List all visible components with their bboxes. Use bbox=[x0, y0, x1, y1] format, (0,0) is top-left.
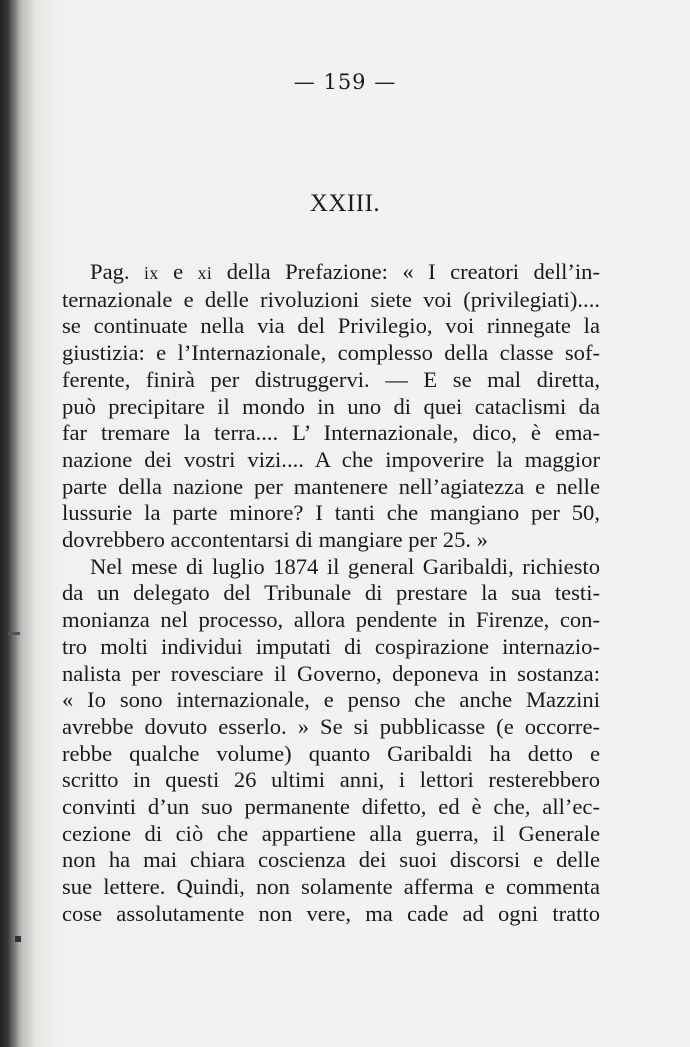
text-line: parte della nazione per mantenere nell’agiatezza e nelle bbox=[62, 473, 600, 499]
text-line: cezione di ciò che appartiene alla guerra, il Generale bbox=[62, 820, 600, 846]
text-line: far tremare la terra.... L’ Internazionale, dico, è ema- bbox=[62, 420, 600, 446]
paragraph-1 bbox=[62, 259, 600, 554]
text-line: tro molti individui imputati di cospirazione internazio- bbox=[62, 633, 600, 659]
margin-mark bbox=[8, 632, 20, 635]
text-line: rebbe qualche volume) quanto Garibaldi ha detto e bbox=[62, 740, 600, 766]
body-text bbox=[62, 259, 600, 928]
text-line: dovrebbero accontentarsi di mangiare per 25. » bbox=[62, 527, 488, 553]
text-line: da un delegato del Tribunale di prestare la sua testi- bbox=[62, 580, 600, 606]
text-line: sue lettere. Quindi, non solamente afferma e commenta bbox=[62, 874, 600, 900]
text-line: Nel mese di luglio 1874 il general Garibaldi, richiesto bbox=[90, 553, 600, 579]
paragraph-2 bbox=[62, 554, 600, 928]
text-line: giustizia: e l’Internazionale, complesso della classe sof- bbox=[62, 340, 600, 366]
text-line: può precipitare il mondo in uno di quei cataclismi da bbox=[62, 393, 600, 419]
margin-mark bbox=[15, 936, 21, 942]
book-spine-shadow bbox=[0, 0, 18, 1047]
chapter-heading: XXIII. bbox=[309, 190, 381, 217]
text-line: cose assolutamente non vere, ma cade ad ogni tratto bbox=[62, 900, 600, 926]
text-line: ferente, finirà per distruggervi. — E se mal diretta, bbox=[62, 366, 600, 392]
text-line: nalista per rovesciare il Governo, deponeva in sostanza: bbox=[62, 660, 600, 686]
text-line: Pag. ix e xi della Prefazione: « I creatori dell’in- bbox=[90, 259, 601, 284]
text-line: se continuate nella via del Privilegio, voi rinnegate la bbox=[62, 313, 600, 339]
text-line: monianza nel processo, allora pendente in Firenze, con- bbox=[62, 607, 600, 633]
page-number: — 159 — bbox=[293, 70, 397, 94]
text-line: lussurie la parte minore? I tanti che mangiano per 50, bbox=[62, 500, 600, 526]
text-line: nazione dei vostri vizi.... A che impoverire la maggior bbox=[62, 446, 600, 472]
text-line: non ha mai chiara coscienza dei suoi discorsi e delle bbox=[62, 847, 600, 873]
text-line: ternazionale e delle rivoluzioni siete voi (privilegiati).... bbox=[62, 286, 600, 312]
text-line: scritto in questi 26 ultimi anni, i lettori resterebbero bbox=[62, 767, 600, 793]
text-line: « Io sono internazionale, e penso che anche Mazzini bbox=[62, 687, 600, 713]
text-line: avrebbe dovuto esserlo. » Se si pubblicasse (e occorre- bbox=[62, 713, 600, 739]
text-line: convinti d’un suo permanente difetto, ed è che, all’ec- bbox=[62, 794, 600, 820]
